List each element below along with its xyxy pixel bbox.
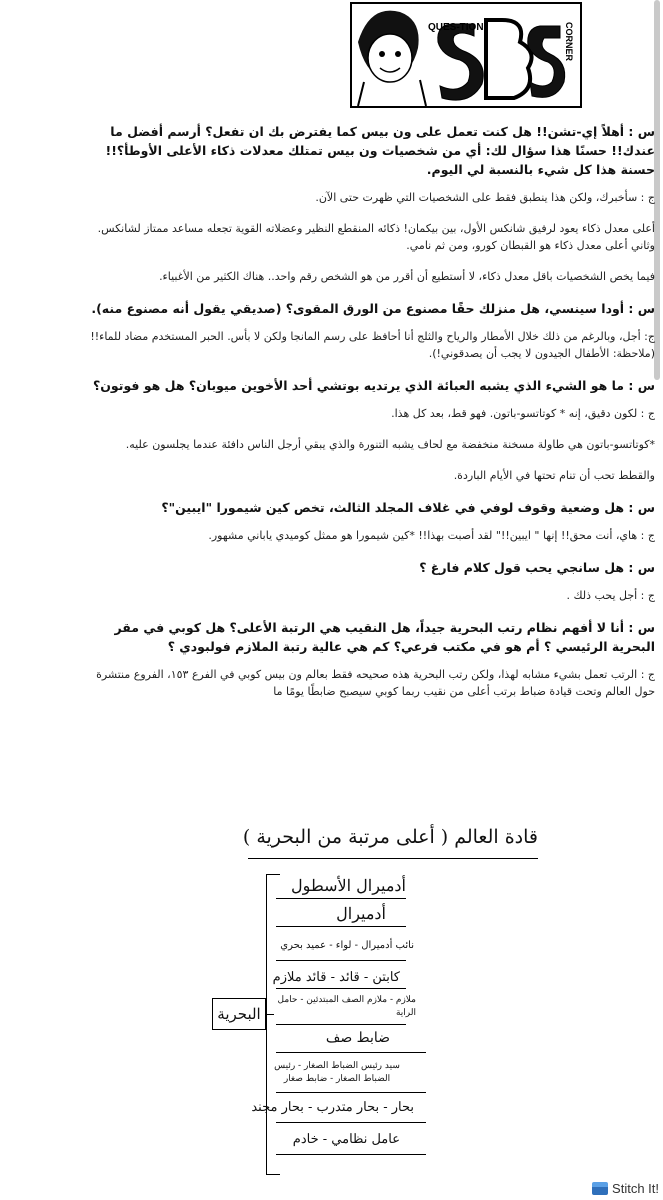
rank-divider xyxy=(276,926,406,927)
qa-item xyxy=(80,299,655,362)
question-corner-banner xyxy=(350,2,582,108)
rank-divider xyxy=(276,1154,426,1155)
stitch-it-watermark xyxy=(592,1181,659,1196)
question-word: QUES-TION xyxy=(428,22,484,33)
answer-text: ج : أجل يحب ذلك . xyxy=(566,589,655,602)
question-text: س : ما هو الشيء الذي يشبه العبائة الذي يرتديه بوتشي أحد الأخوين ميوبان؟ هل هو فوتون؟ xyxy=(93,378,655,393)
stitch-label: Stitch It! xyxy=(612,1181,659,1196)
answer-text: ج : هاي، أنت محق!! إنها " ايبين!!" لقد أصبت بهذا!! *كين شيمورا هو ممثل كوميدي ياباني مشهور. xyxy=(208,529,655,542)
navy-rank-chart xyxy=(208,826,538,1186)
rank-label: نائب أدميرال - لواء - عميد بحري xyxy=(280,940,414,951)
qa-item xyxy=(80,122,655,285)
rank-divider xyxy=(276,1052,426,1053)
rank-label: كابتن - قائد - قائد ملازم xyxy=(272,970,400,985)
rank-divider xyxy=(276,988,406,989)
question-text: س : أودا سينسي، هل منزلك حقًا مصنوع من الورق المقوى؟ (صديقي يقول أنه مصنوع منه). xyxy=(91,301,655,316)
rank-label: ضابط صف xyxy=(325,1030,390,1046)
rank-label: أدميرال الأسطول xyxy=(291,876,406,895)
rank-label: أدميرال xyxy=(336,904,386,923)
navy-root-box: البحرية xyxy=(212,998,266,1030)
bracket-line xyxy=(266,874,267,1174)
answer-text: والقطط تحب أن تنام تحتها في الأيام الباردة. xyxy=(453,469,655,482)
bracket-top xyxy=(266,874,280,875)
rank-divider xyxy=(276,1024,406,1025)
rank-divider xyxy=(276,1092,426,1093)
rank-label: بحار - بحار متدرب - بحار مجند xyxy=(251,1100,414,1115)
bracket-bottom xyxy=(266,1174,280,1175)
answer-text: فيما يخص الشخصيات باقل معدل ذكاء، لا أستطيع أن أقرر من هو الشخص رقم واحد.. هناك الكثير من الأغبياء. xyxy=(159,270,655,283)
qa-item xyxy=(80,558,655,604)
corner-word: CORNER xyxy=(564,22,574,62)
answer-text: ج : سأخبرك، ولكن هذا ينطبق فقط على الشخصيات التي ظهرت حتى الآن. xyxy=(315,191,655,204)
title-underline xyxy=(248,858,538,859)
qa-item xyxy=(80,376,655,484)
answer-text: ج : الرتب تعمل بشيء مشابه لهذا، ولكن رتب البحرية هذه صحيحه فقط بعالم ون بيس كوبي في الفرع ١٥٣، الفروع منتشرة حول العالم وتحت قيادة ضباط برتب أعلى من نقيب ربما كوبي سيصبح ضابطًا يومًا ما xyxy=(96,668,655,698)
stitch-app-icon xyxy=(592,1182,608,1195)
bracket-middle xyxy=(266,1014,274,1015)
rank-label: ملازم - ملازم الصف المبتدئين - حامل الراية xyxy=(277,995,416,1018)
qa-item xyxy=(80,618,655,700)
chart-title: قادة العالم ( أعلى مرتبة من البحرية ) xyxy=(242,826,538,848)
answer-text: أعلى معدل ذكاء يعود لرفيق شانكس الأول، بين بيكمان! ذكائه المنقطع النظير وعضلاته القوية تجعله مساعد ممتاز لشانكس. وثاني أعلى معدل ذكاء هو القبطان كورو، ومن ثم نامي. xyxy=(97,222,655,252)
qa-content xyxy=(80,120,655,714)
rank-divider xyxy=(276,898,406,899)
answer-text: *كوتاتسو-باتون هي طاولة مسخنة منخفضة مع لحاف يشبه التنورة والذي يبقي أرجل الناس دافئة عندما يجلسون عليه. xyxy=(125,438,655,451)
question-text: س : أهلاً إي-تشن!! هل كنت تعمل على ون بيس كما يفترض بك ان تفعل؟ أرسم أفضل ما عندك!! حسنًا هذا سؤال لك: أي من شخصيات ون بيس تمتلك معدلات ذكاء الأعلى الأوطأ؟!! حسنة هذا كل شيء بالنسبة لي اليوم. xyxy=(105,124,655,177)
rank-label: عامل نظامي - خادم xyxy=(292,1132,400,1147)
rank-label: سيد رئيس الضباط الصغار - رئيس الضباط الصغار - ضابط صغار xyxy=(274,1061,400,1084)
qa-item xyxy=(80,498,655,544)
answer-text: ج : لكون دقيق، إنه * كوتاتسو-باتون. فهو قط، بعد كل هذا. xyxy=(391,407,655,420)
rank-divider xyxy=(276,960,406,961)
rank-divider xyxy=(276,1122,426,1123)
answer-text: ج: أجل، وبالرغم من ذلك خلال الأمطار والرياح والثلج أنا أحافظ على رسم المانجا ولكن لا بأس. الحبر المستخدم مضاد للماء!! (ملاحظة: الأطفال الجيدون لا يجب أن يصدقوني!). xyxy=(90,330,655,360)
question-text: س : هل وضعية وقوف لوفي في غلاف المجلد الثالث، تخص كين شيمورا "ايبين"؟ xyxy=(161,500,655,515)
question-text: س : هل سانجي يحب قول كلام فارغ ؟ xyxy=(419,560,655,575)
question-text: س : أنا لا أفهم نظام رتب البحرية جيداً، هل النقيب هي الرتبة الأعلى؟ هل كوبي في مقر البحرية الرئيسي ؟ أم هو في مكتب فرعي؟ كم هي عالية رتبة الملازم فولبودي ؟ xyxy=(114,620,655,654)
